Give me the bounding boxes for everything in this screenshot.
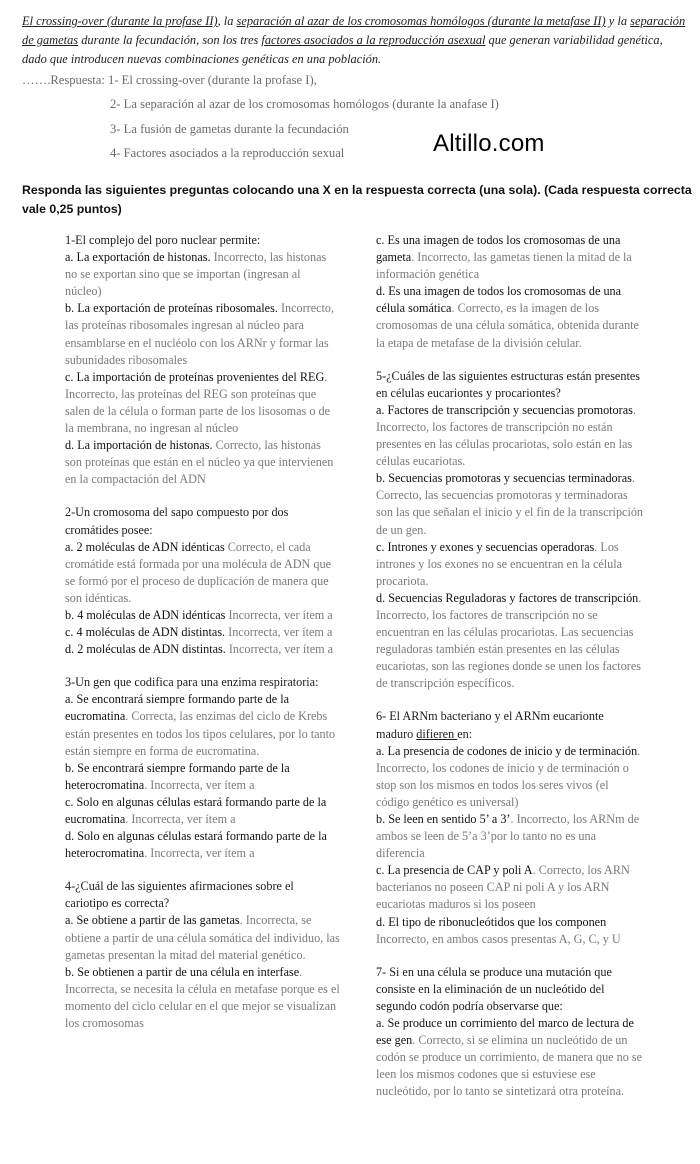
option-label: c. Intrones y exones y secuencias operadoras [376, 539, 595, 554]
option-d [65, 641, 340, 658]
question-title: 1-El complejo del poro nuclear permite: [65, 233, 261, 247]
answer-line-2: 2- La separación al azar de los cromosomas homólogos (durante la anafase I) [110, 97, 499, 111]
question-title: 3-Un gen que codifica para una enzima respiratoria: [65, 675, 319, 690]
option-b [65, 300, 340, 368]
option-label: c. Solo en algunas células estará formando parte de la eucromatina [65, 794, 327, 826]
option-a [376, 1015, 644, 1100]
option-d [65, 437, 340, 488]
option-label: c. La importación de proteínas provenientes del REG [65, 369, 325, 384]
option-feedback: . Incorrecta, ver ítem a [144, 777, 255, 792]
option-label: c. La presencia de CAP y poli A [376, 863, 533, 878]
question-3 [65, 674, 340, 862]
option-feedback: . Incorrecto, los codones de inicio y de terminación o stop son los mismos en todos los seres vivos (el código genético es universal) [376, 743, 641, 809]
altillo-logo: Altillo.com [433, 130, 545, 157]
option-feedback: Correcto, el cada cromátide está formada por una molécula de ADN que se formó por el proceso de duplicación de manera que son idénticas. [65, 539, 331, 605]
question-title: 2-Un cromosoma del sapo compuesto por dos cromátides posee: [65, 505, 289, 537]
option-feedback: Incorrecta, ver ítem a [225, 642, 334, 657]
option-label: b. La exportación de proteínas ribosomales. [65, 301, 278, 316]
option-label: b. Se leen en sentido 5’ a 3’ [376, 812, 511, 826]
option-label: d. El tipo de ribonucleótidos que los componen [376, 914, 607, 929]
option-b [376, 470, 644, 538]
option-d [376, 914, 644, 948]
option-feedback: . Correcto, los ARN bacterianos no poseen CAP ni poli A y los ARN eucariotas maduros si los poseen [376, 863, 630, 912]
option-d [376, 590, 644, 693]
option-feedback: Correcto, las histonas son proteínas que están en el núcleo ya que intervienen en la compactación del ADN [65, 438, 334, 487]
question-title: 5-¿Cuáles de las siguientes estructuras están presentes en células eucariontes y procariontes? [376, 368, 640, 400]
option-feedback: . Incorrecta, ver ítem a [125, 812, 236, 826]
intro-phrase-1: El crossing-over (durante la profase II) [22, 14, 218, 28]
option-c [376, 862, 644, 913]
question-title: 4-¿Cuál de las siguientes afirmaciones sobre el cariotipo es correcta? [65, 879, 294, 911]
question-title-underlined: difieren [416, 726, 458, 741]
option-label: a. Se obtiene a partir de las gametas [65, 913, 240, 928]
option-label: a. Factores de transcripción y secuencias promotoras [376, 402, 633, 417]
option-a [65, 912, 340, 963]
option-b [376, 811, 644, 862]
intro-phrase-4: factores asociados a la reproducción asexual [261, 33, 486, 47]
option-feedback: . Correcto, es la imagen de los cromosomas de una célula somática, obtenida durante la etapa de metafase de la división celular. [376, 301, 639, 350]
option-feedback: . Incorrecto, los factores de transcripción no se encuentran en las células procariotas. Las secuencias reguladoras también están presentes en las células eucariotas, son las regiones donde se unen los factores de transcripción específicos. [376, 590, 642, 691]
option-d [376, 283, 644, 351]
answer-line-4: 4- Factores asociados a la reproducción sexual [110, 146, 345, 160]
option-label: d. 2 moléculas de ADN distintas. [65, 642, 226, 657]
option-label: a. 2 moléculas de ADN idénticas [65, 539, 225, 554]
option-label: a. La exportación de histonas. [65, 250, 211, 265]
answer-line-3: 3- La fusión de gametas durante la fecundación [110, 122, 349, 136]
option-feedback: . Incorrecta, ver ítem a [144, 846, 255, 861]
option-d [65, 828, 340, 862]
option-feedback: . Correcto, las secuencias promotoras y terminadoras son las que señalan el inicio y el fin de la transcripción de un gen. [376, 471, 644, 537]
question-title [376, 708, 644, 742]
option-label: b. 4 moléculas de ADN idénticas [65, 607, 226, 622]
question-6 [376, 708, 644, 947]
option-b [65, 607, 340, 624]
option-a [376, 743, 644, 811]
option-feedback: . Correcta, las enzimas del ciclo de Krebs están presentes en todos los tipos celulares, por lo tanto están siempre en forma de eucromatina. [65, 709, 336, 758]
option-feedback: . Incorrecto, las gametas tienen la mitad de la información genética [376, 250, 632, 282]
question-4 [65, 878, 340, 1032]
option-a [65, 249, 340, 300]
option-c [65, 794, 340, 828]
intro-text-1: , la [217, 14, 237, 28]
option-feedback: . Incorrecto, los ARNm de ambos se leen de 5’a 3’por lo tanto no es una diferencia [376, 812, 640, 861]
intro-text-4: que generan variabilidad genética, dado que introducen nuevas combinaciones genéticas en una población. [22, 33, 663, 66]
option-a [65, 539, 340, 607]
option-feedback: . Incorrecto, las proteínas del REG son proteínas que salen de la célula o forman parte de los lisosomas o de la membrana, no ingresan al núcleo [65, 369, 330, 436]
instructions: Responda las siguientes preguntas colocando una X en la respuesta correcta (una sola). (Cada respuesta correcta vale 0,25 puntos) [22, 183, 692, 216]
option-a [65, 691, 340, 759]
option-label: b. Se encontrará siempre formando parte de la heterocromatina [65, 760, 290, 792]
option-c [376, 232, 644, 283]
option-feedback: Incorrecto, las histonas no se exportan sino que se importan (ingresan al núcleo) [65, 250, 327, 299]
intro-phrase-3: separación de gametas [22, 14, 686, 47]
option-b [65, 964, 340, 1032]
question-title-end: en: [457, 726, 473, 741]
option-feedback: . Incorrecto, los factores de transcripción no están presentes en las células procariotas, solo están en las células eucariotas. [376, 402, 636, 469]
option-feedback: . Los intrones y los exones no se encuentran en la célula procariota. [376, 539, 623, 588]
option-feedback: Incorrecto, las proteínas ribosomales ingresan al núcleo para ensamblarse en el nucléolo con los ARNr y formar las subunidades ribosomales [65, 301, 335, 367]
question-5 [376, 368, 644, 693]
question-1 [65, 232, 340, 488]
intro-text-2: y la [605, 14, 631, 28]
option-label: d. Solo en algunas células estará formando parte de la heterocromatina [65, 829, 327, 861]
option-feedback: Incorrecto, en ambos casos presentas A, G, C, y U [376, 931, 621, 946]
option-label: c. Es una imagen de todos los cromosomas de una gameta [376, 233, 621, 265]
option-feedback: Incorrecta, ver ítem a [225, 625, 333, 640]
question-title-start: 6- El ARNm bacteriano y el ARNm eucarionte maduro [376, 709, 604, 741]
option-c [65, 624, 340, 641]
option-feedback: . Incorrecta, se obtiene a partir de una célula somática del individuo, las gametas presentan la mitad del material genético. [65, 913, 340, 962]
answer-line-1: …….Respuesta: 1- El crossing-over (durante la profase I), [22, 73, 317, 87]
intro-phrase-2: separación al azar de los cromosomas homólogos (durante la metafase II) [236, 14, 606, 28]
option-label: b. Se obtienen a partir de una célula en interfase [65, 964, 300, 979]
option-c [65, 369, 340, 437]
option-c [376, 539, 644, 590]
option-b [65, 760, 340, 794]
option-label: a. Se encontrará siempre formando parte de la eucromatina [65, 692, 290, 724]
option-label: a. Se produce un corrimiento del marco de lectura de ese gen [376, 1016, 634, 1048]
option-label: d. Secuencias Reguladoras y factores de transcripción [376, 590, 639, 605]
question-2 [65, 504, 340, 658]
option-feedback: . Correcto, si se elimina un nucleótido de un codón se produce un corrimiento, de manera que no se leen los mismos codones que si estuviese ese nucleótido, por lo tanto se sintetizará otra proteína. [376, 1033, 643, 1099]
option-a [376, 402, 644, 470]
option-feedback: Incorrecta, ver ítem a [225, 607, 333, 622]
option-label: a. La presencia de codones de inicio y de terminación [376, 743, 638, 758]
question-7 [376, 964, 644, 1101]
option-label: c. 4 moléculas de ADN distintas. [65, 625, 226, 640]
option-label: b. Secuencias promotoras y secuencias terminadoras [376, 471, 632, 486]
option-label: d. La importación de histonas. [65, 438, 213, 453]
right-column [376, 232, 644, 1117]
question-title: 7- Si en una célula se produce una mutación que consiste en la eliminación de un nucleótido del segundo codón podría observarse que: [376, 964, 612, 1013]
intro-text-3: durante la fecundación, son los tres [78, 33, 262, 47]
option-label: d. Es una imagen de todos los cromosomas de una célula somática [376, 284, 622, 316]
intro-paragraph [22, 12, 690, 69]
option-feedback: . Incorrecta, se necesita la célula en metafase porque es el momento del ciclo celular en el que mejor se visualizan los cromosomas [65, 964, 340, 1031]
left-column [65, 232, 340, 1048]
question-4-continued [376, 232, 644, 352]
